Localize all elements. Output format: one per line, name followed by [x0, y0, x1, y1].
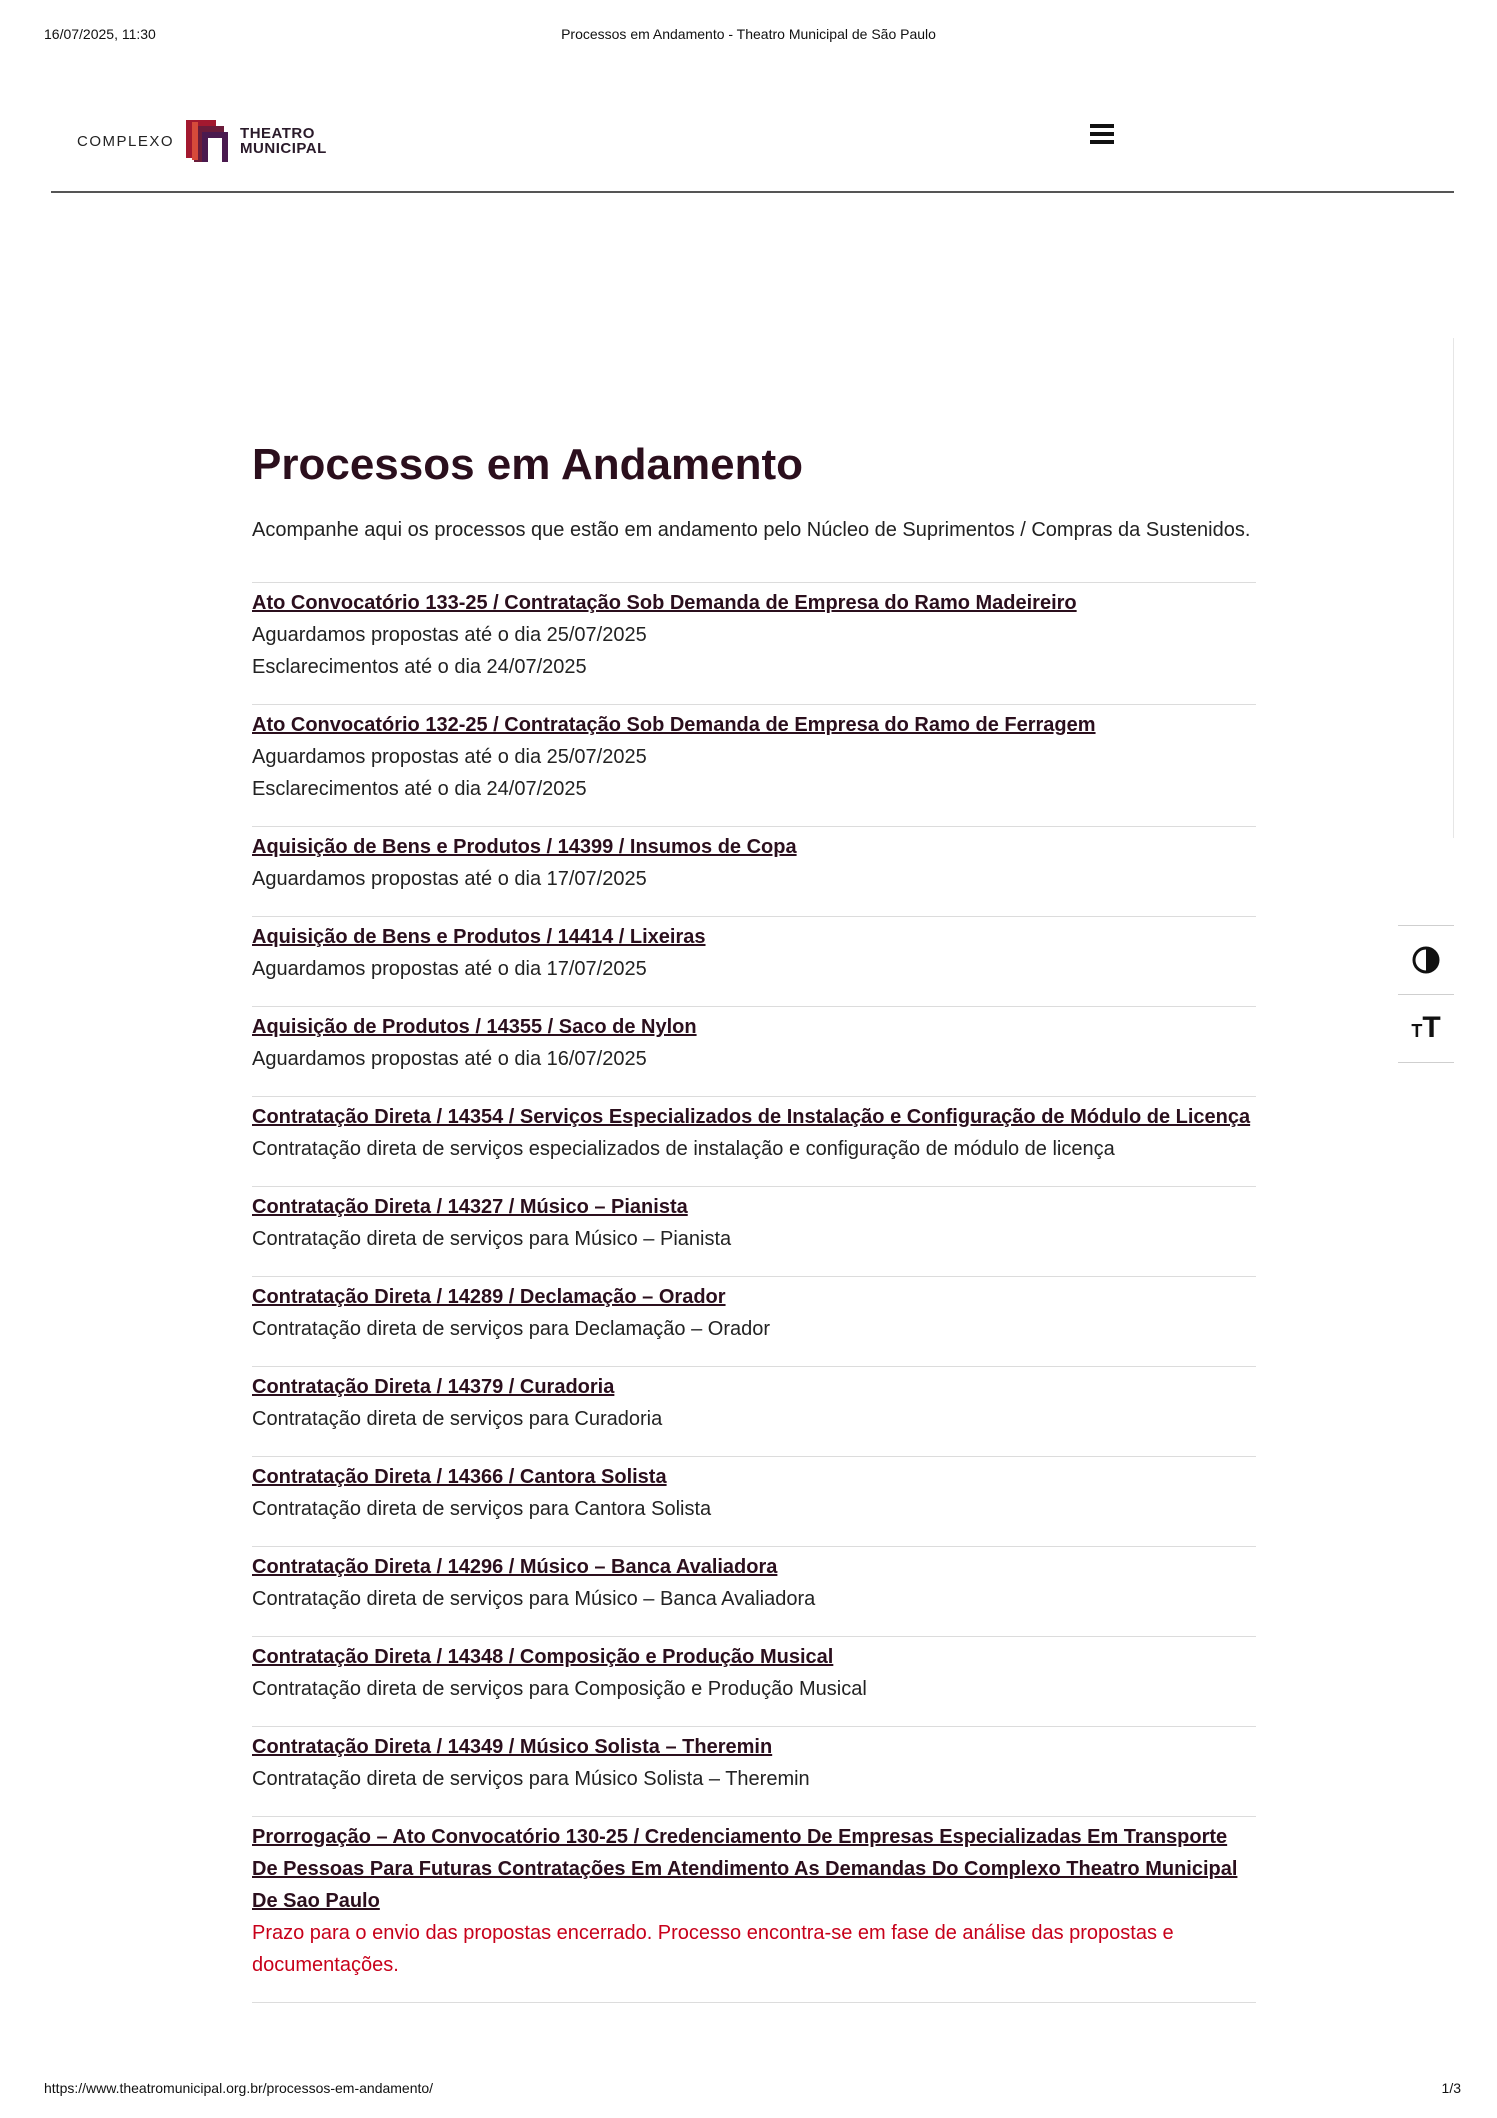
process-item: [252, 1096, 1256, 1186]
process-detail: Contratação direta de serviços para Curadoria: [252, 1408, 663, 1430]
process-title-link[interactable]: Contratação Direta / 14366 / Cantora Solista: [252, 1466, 667, 1488]
process-detail: Contratação direta de serviços para Cantora Solista: [252, 1498, 712, 1520]
print-header: [0, 26, 1497, 46]
site-header: [51, 100, 1454, 193]
process-title-link[interactable]: Contratação Direta / 14379 / Curadoria: [252, 1376, 615, 1398]
theatro-logo-icon: [184, 118, 232, 164]
process-detail: Aguardamos propostas até o dia 25/07/2025: [252, 624, 647, 646]
process-title-link[interactable]: Contratação Direta / 14289 / Declamação – Orador: [252, 1286, 726, 1308]
process-item: [252, 1546, 1256, 1636]
process-item: [252, 1456, 1256, 1546]
process-detail: Contratação direta de serviços para Músico – Banca Avaliadora: [252, 1588, 816, 1610]
site-logo[interactable]: [77, 118, 327, 164]
process-list: [252, 582, 1256, 2002]
process-detail: Contratação direta de serviços especializados de instalação e configuração de módulo de licença: [252, 1138, 1115, 1160]
process-detail: Esclarecimentos até o dia 24/07/2025: [252, 656, 587, 678]
process-item: [252, 1006, 1256, 1096]
process-detail: Aguardamos propostas até o dia 17/07/2025: [252, 868, 647, 890]
contrast-toggle-button[interactable]: [1398, 925, 1454, 995]
page-title: Processos em Andamento: [252, 440, 803, 489]
process-title-link[interactable]: Contratação Direta / 14354 / Serviços Especializados de Instalação e Configuração de Módulo de Licença: [252, 1106, 1251, 1128]
process-item: [252, 1366, 1256, 1456]
logo-line2: MUNICIPAL: [240, 140, 327, 157]
print-page-number: 1/3: [1441, 2080, 1461, 2096]
text-size-button[interactable]: [1398, 994, 1454, 1063]
process-item: [252, 1276, 1256, 1366]
process-title-link[interactable]: Aquisição de Bens e Produtos / 14399 / Insumos de Copa: [252, 836, 797, 858]
process-detail: Aguardamos propostas até o dia 25/07/2025: [252, 746, 647, 768]
logo-name: [240, 126, 327, 156]
process-item: [252, 704, 1256, 826]
process-item: [252, 1186, 1256, 1276]
process-detail: Aguardamos propostas até o dia 17/07/2025: [252, 958, 647, 980]
main-content: [252, 436, 1256, 2003]
process-detail: Contratação direta de serviços para Composição e Produção Musical: [252, 1678, 867, 1700]
process-item: [252, 826, 1256, 916]
process-item: [252, 1636, 1256, 1726]
process-title-link[interactable]: Contratação Direta / 14327 / Músico – Pianista: [252, 1196, 688, 1218]
process-detail: Contratação direta de serviços para Músico – Pianista: [252, 1228, 732, 1250]
process-item: [252, 1816, 1256, 2002]
process-title-link[interactable]: Ato Convocatório 132-25 / Contratação Sob Demanda de Empresa do Ramo de Ferragem: [252, 714, 1096, 736]
intro-text: Acompanhe aqui os processos que estão em andamento pelo Núcleo de Suprimentos / Compras da Sustenidos.: [252, 519, 1251, 541]
process-title-link[interactable]: Ato Convocatório 133-25 / Contratação Sob Demanda de Empresa do Ramo Madeireiro: [252, 592, 1077, 614]
side-divider: [1453, 338, 1454, 838]
process-detail: Aguardamos propostas até o dia 16/07/2025: [252, 1048, 647, 1070]
print-page-title: Processos em Andamento - Theatro Municipal de São Paulo: [561, 26, 936, 42]
process-item: [252, 916, 1256, 1006]
print-url: https://www.theatromunicipal.org.br/processos-em-andamento/: [44, 2080, 434, 2096]
process-title-link[interactable]: Aquisição de Produtos / 14355 / Saco de Nylon: [252, 1016, 697, 1038]
print-datetime: 16/07/2025, 11:30: [44, 26, 156, 42]
text-size-icon: TT: [1411, 1011, 1441, 1044]
process-detail: Contratação direta de serviços para Declamação – Orador: [252, 1318, 771, 1340]
process-detail: Esclarecimentos até o dia 24/07/2025: [252, 778, 587, 800]
process-item: [252, 582, 1256, 704]
process-title-link[interactable]: Contratação Direta / 14296 / Músico – Banca Avaliadora: [252, 1556, 778, 1578]
process-detail: Contratação direta de serviços para Músico Solista – Theremin: [252, 1768, 810, 1790]
process-item: [252, 1726, 1256, 1816]
process-title-link[interactable]: Aquisição de Bens e Produtos / 14414 / Lixeiras: [252, 926, 706, 948]
process-title-link[interactable]: Contratação Direta / 14348 / Composição e Produção Musical: [252, 1646, 834, 1668]
process-status-alert: Prazo para o envio das propostas encerrado. Processo encontra-se em fase de análise das propostas e documentações.: [252, 1922, 1174, 1976]
logo-line1: THEATRO: [240, 125, 315, 142]
print-footer: [0, 2080, 1497, 2100]
list-divider: [252, 2002, 1256, 2003]
hamburger-menu-icon[interactable]: [1090, 124, 1114, 146]
process-title-link[interactable]: Contratação Direta / 14349 / Músico Solista – Theremin: [252, 1736, 773, 1758]
process-title-link[interactable]: Prorrogação – Ato Convocatório 130-25 / Credenciamento De Empresas Especializadas Em Transporte De Pessoas Para Futuras Contratações Em Atendimento As Demandas Do Complexo Theatro Municipal De Sao Paulo: [252, 1826, 1238, 1912]
logo-prefix: COMPLEXO: [77, 132, 175, 150]
contrast-icon: [1411, 945, 1441, 975]
